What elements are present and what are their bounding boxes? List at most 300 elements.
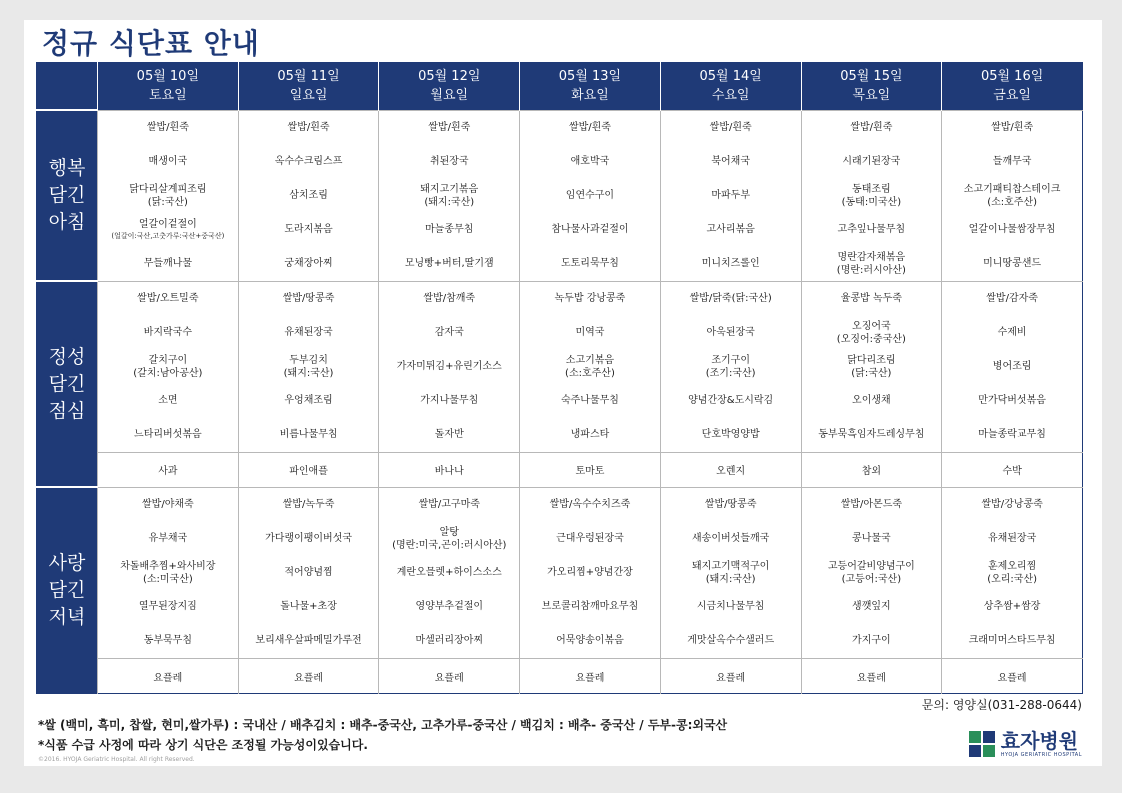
menu-item (520, 488, 660, 522)
menu-item (379, 282, 519, 316)
menu-item-name: 얼갈이나물쌈장무침 (968, 224, 1056, 235)
menu-item-name: 게맛살옥수수샐러드 (687, 635, 775, 647)
menu-item-name: 쌀밥/닭죽(닭:국산) (689, 293, 772, 305)
menu-item-name: 단호박영양밥 (701, 429, 760, 441)
menu-item (379, 488, 519, 522)
menu-item (98, 556, 238, 590)
menu-item (802, 213, 942, 247)
menu-item (942, 213, 1082, 247)
menu-item (942, 111, 1082, 145)
day-weekday: 금요일 (993, 88, 1031, 104)
menu-item (379, 213, 519, 247)
menu-item-name: 냉파스타 (570, 429, 610, 441)
menu-item-name: 보리새우살파메밀가루전 (255, 635, 362, 647)
menu-item-name: 쌀밥/고구마죽 (418, 499, 480, 511)
menu-item (802, 179, 942, 213)
menu-item-origin: (갈치:남아공산) (133, 367, 203, 379)
menu-item-name: 참나물사과겉절이 (551, 224, 629, 235)
menu-item-name: 취된장국 (429, 156, 469, 167)
menu-item-name: 병어조림 (992, 361, 1032, 373)
menu-item-name: 쌀밥/흰죽 (991, 122, 1034, 133)
menu-item (661, 522, 801, 556)
meal-extra-item: 요플레 (238, 659, 379, 694)
meal-extra-item: 요플레 (801, 659, 942, 694)
day-header (379, 63, 520, 111)
menu-item (520, 282, 660, 316)
menu-item-name: 율콩밥 녹두죽 (840, 293, 902, 305)
inquiry-contact: 문의: 영양실(031-288-0644) (921, 698, 1082, 712)
menu-item-name: 소고기볶음 (565, 354, 615, 366)
day-header-row (37, 63, 1083, 111)
menu-item (239, 111, 379, 145)
day-date: 05월 15일 (840, 69, 903, 85)
menu-item-name: 쌀밥/땅콩죽 (282, 293, 335, 305)
menu-item-name: 느타리버섯볶음 (134, 429, 202, 441)
menu-item-name: 고추잎나물무침 (837, 224, 906, 235)
menu-item-name: 미니치즈롤인 (701, 258, 760, 269)
menu-item-name: 돼지고기볶음 (420, 183, 479, 195)
menu-item (239, 247, 379, 281)
meal-extra-item: 요플레 (98, 659, 239, 694)
adjustment-note: *식품 수급 사정에 따라 상기 식단은 조정될 가능성이있습니다. (38, 738, 368, 752)
menu-item-name: 알탕 (439, 526, 459, 538)
menu-item (661, 590, 801, 624)
menu-item (520, 418, 660, 452)
meal-label (37, 110, 98, 281)
meal-extra-row (37, 452, 1083, 487)
day-header (942, 63, 1083, 111)
meal-extra-item: 오렌지 (660, 452, 801, 487)
meal-label (37, 487, 98, 693)
meal-label-line: 담긴 (48, 184, 86, 207)
menu-item (942, 282, 1082, 316)
day-weekday: 수요일 (711, 88, 750, 104)
menu-item (520, 590, 660, 624)
menu-item-origin: (오징어:중국산) (836, 333, 906, 345)
menu-item (98, 418, 238, 452)
menu-item (802, 556, 942, 590)
menu-item-origin: (돼지:국산) (424, 196, 475, 208)
menu-item-name: 훈제오리찜 (987, 560, 1037, 572)
menu-item (802, 488, 942, 522)
menu-item (520, 111, 660, 145)
meal-cell (379, 110, 520, 281)
menu-item-name: 새송이버섯들깨국 (692, 533, 770, 545)
menu-item-origin: (소:미국산) (142, 573, 193, 585)
menu-item (661, 282, 801, 316)
menu-item-origin: (고등어:국산) (841, 573, 902, 585)
meal-extra-item: 파인애플 (238, 452, 379, 487)
menu-item-name: 쌀밥/땅콩죽 (704, 499, 757, 511)
menu-item (661, 418, 801, 452)
menu-item-name: 우엉채조림 (284, 395, 333, 407)
menu-item-name: 녹두밥 강낭콩죽 (554, 293, 626, 305)
menu-item-name: 쌀밥/흰죽 (568, 122, 611, 133)
menu-item-name: 동부묵무침 (143, 635, 192, 647)
day-date: 05월 14일 (699, 69, 762, 85)
menu-item-name: 얼갈이겉절이 (138, 219, 197, 230)
meal-cell (238, 110, 379, 281)
menu-item-name: 상추쌈+쌈장 (983, 601, 1041, 613)
meal-cell (801, 281, 942, 452)
menu-item-name: 미니땅콩샌드 (983, 258, 1042, 269)
menu-item (98, 179, 238, 213)
menu-item-name: 양념간장&도시락김 (688, 395, 774, 407)
day-weekday: 월요일 (430, 88, 469, 104)
menu-item (802, 624, 942, 658)
page-title: 정규 식단표 안내 (42, 27, 260, 60)
menu-item-name: 바지락국수 (143, 327, 192, 339)
menu-item (379, 111, 519, 145)
menu-item (98, 145, 238, 179)
menu-item (661, 556, 801, 590)
meal-extra-row (37, 659, 1083, 694)
menu-item (661, 488, 801, 522)
menu-item (98, 350, 238, 384)
menu-item-name: 쌀밥/녹두죽 (282, 499, 335, 511)
day-weekday: 화요일 (571, 88, 609, 104)
menu-item (520, 247, 660, 281)
meal-cell (98, 487, 239, 658)
meal-label-line: 아침 (48, 211, 86, 234)
menu-item-name: 돼지고기맥적구이 (692, 560, 770, 572)
menu-item-name: 소고기패티찹스테이크 (963, 183, 1061, 195)
meal-cell (98, 110, 239, 281)
menu-item (661, 111, 801, 145)
menu-item (239, 384, 379, 418)
menu-item-name: 고사리볶음 (706, 224, 755, 235)
menu-item-origin: (닭:국산) (147, 196, 188, 208)
menu-item (520, 179, 660, 213)
menu-item (239, 590, 379, 624)
menu-item-name: 아욱된장국 (706, 327, 755, 339)
menu-item (379, 624, 519, 658)
day-date: 05월 11일 (277, 69, 340, 85)
meal-cell (520, 281, 661, 452)
copyright-text: ©2016. HYOJA Geriatric Hospital. All right Reserved. (38, 756, 195, 763)
meal-label-line: 점심 (48, 399, 86, 422)
menu-item-origin: (명란:미국,곤이:러시아산) (392, 539, 507, 551)
menu-item (520, 145, 660, 179)
meal-extra-item: 참외 (801, 452, 942, 487)
menu-item (520, 556, 660, 590)
menu-item-name: 브로콜리참깨마요무침 (541, 601, 639, 613)
meal-cell (942, 281, 1083, 452)
menu-item-name: 시래기된장국 (842, 156, 901, 167)
day-header (238, 63, 379, 111)
menu-item-name: 모닝빵+버터,딸기잼 (404, 258, 494, 269)
menu-item (942, 590, 1082, 624)
day-weekday: 일요일 (289, 88, 328, 104)
day-header (660, 63, 801, 111)
menu-item (379, 179, 519, 213)
menu-item-name: 마늘종락교무침 (978, 429, 1046, 441)
menu-item-name: 가지나물무침 (420, 395, 479, 407)
meal-label (37, 281, 98, 487)
menu-item (379, 556, 519, 590)
menu-item-name: 쌀밥/야채죽 (142, 499, 194, 511)
menu-item-name: 무들깨나물 (143, 258, 192, 269)
menu-item-name: 쌀밥/오트밀죽 (137, 293, 199, 305)
menu-item-name: 콩나물국 (852, 533, 891, 545)
menu-item-name: 가오리찜+양념간장 (547, 567, 633, 579)
day-date: 05월 16일 (980, 69, 1044, 85)
menu-item (98, 384, 238, 418)
menu-item-name: 닭다리살계피조림 (129, 183, 207, 195)
menu-item (802, 350, 942, 384)
menu-item-name: 고등어갈비양념구이 (827, 560, 915, 572)
meal-label-line: 저녁 (48, 606, 86, 629)
meal-extra-item: 바나나 (379, 452, 520, 487)
menu-item-origin: (오리:국산) (987, 573, 1038, 585)
menu-item-name: 수제비 (997, 327, 1027, 339)
menu-item (379, 590, 519, 624)
menu-item-name: 닭다리조림 (847, 354, 896, 366)
menu-item-name: 마파두부 (711, 190, 750, 201)
menu-item-name: 삼치조림 (289, 190, 328, 201)
menu-item-name: 쌀밥/흰죽 (146, 122, 189, 133)
menu-item-name: 들깨무국 (992, 156, 1032, 167)
menu-item (520, 522, 660, 556)
menu-item-name: 열무된장지짐 (138, 601, 197, 613)
menu-item (802, 418, 942, 452)
menu-item (661, 350, 801, 384)
menu-item-name: 쌀밥/흰죽 (287, 122, 330, 133)
menu-item-name: 영양부추겉절이 (415, 601, 484, 613)
meal-cell (942, 110, 1083, 281)
menu-item (239, 282, 379, 316)
menu-item-name: 쌀밥/흰죽 (709, 122, 752, 133)
menu-item-name: 두부김치 (289, 354, 328, 366)
menu-item-name: 소면 (158, 395, 178, 407)
menu-item-name: 쌀밥/감자죽 (986, 293, 1038, 305)
menu-item (379, 418, 519, 452)
menu-item (942, 316, 1082, 350)
menu-item-name: 크래미머스타드무침 (968, 635, 1056, 647)
menu-item (661, 145, 801, 179)
meal-label-line: 사랑 (48, 552, 86, 575)
menu-item (942, 247, 1082, 281)
menu-item-origin: (동태:미국산) (841, 196, 902, 208)
menu-item-name: 쌀밥/흰죽 (428, 122, 471, 133)
menu-item-name: 도라지볶음 (284, 224, 333, 235)
menu-item (98, 624, 238, 658)
menu-item (661, 213, 801, 247)
origin-note: *쌀 (백미, 흑미, 찹쌀, 현미,쌀가루) : 국내산 / 배추김치 : 배추-중국산, 고추가루-중국산 / 백김치 : 배추- 중국산 / 두부-콩:외국산 (38, 718, 728, 732)
day-date: 05월 12일 (418, 69, 481, 85)
menu-item (239, 179, 379, 213)
menu-item (942, 556, 1082, 590)
menu-item (802, 247, 942, 281)
meal-cell (660, 487, 801, 658)
menu-item-name: 임연수구이 (565, 190, 615, 201)
menu-item-name: 동태조림 (852, 183, 891, 195)
meal-cell (379, 281, 520, 452)
day-header (98, 63, 239, 111)
menu-item-origin: (얼갈이:국산,고춧가루:국산+중국산) (111, 232, 225, 240)
menu-item (239, 624, 379, 658)
menu-item-origin: (닭:국산) (851, 367, 892, 379)
menu-item (98, 316, 238, 350)
menu-item-name: 북어채국 (711, 156, 750, 167)
menu-item (379, 247, 519, 281)
hospital-name: 효자병원 (1000, 729, 1079, 753)
day-weekday: 목요일 (852, 88, 891, 104)
menu-item (661, 179, 801, 213)
menu-item-name: 적어양념찜 (284, 567, 333, 579)
menu-item (239, 145, 379, 179)
menu-item (239, 488, 379, 522)
menu-item-name: 비름나물무침 (279, 429, 338, 441)
menu-item-name: 명란감자채볶음 (837, 251, 906, 263)
menu-item (239, 316, 379, 350)
meal-cell (379, 487, 520, 658)
meal-row (37, 110, 1083, 281)
menu-item-name: 애호박국 (570, 156, 610, 167)
menu-item (942, 384, 1082, 418)
menu-item-name: 유부채국 (148, 533, 188, 545)
menu-sheet (24, 20, 1102, 766)
menu-item (802, 384, 942, 418)
menu-item-name: 매생이국 (148, 156, 188, 167)
menu-item-name: 쌀밥/아몬드죽 (840, 499, 903, 511)
hospital-name-english: HYOJA GERIATRIC HOSPITAL (1000, 752, 1082, 758)
meal-cell (238, 281, 379, 452)
menu-item-origin: (소:호주산) (565, 367, 615, 379)
menu-item-name: 유채된장국 (284, 327, 333, 339)
meal-label-line: 담긴 (48, 579, 86, 602)
header-corner (37, 63, 98, 111)
meal-extra-item: 사과 (98, 452, 239, 487)
menu-item-name: 마셀러리장아찌 (415, 635, 484, 647)
menu-item (942, 145, 1082, 179)
meal-row (37, 487, 1083, 658)
day-weekday: 토요일 (149, 88, 187, 104)
menu-item-origin: (돼지:국산) (283, 367, 334, 379)
menu-item (98, 522, 238, 556)
day-date: 05월 10일 (136, 69, 200, 85)
menu-item-name: 조기구이 (711, 354, 750, 366)
menu-item (520, 316, 660, 350)
menu-item (661, 316, 801, 350)
meal-label-line: 행복 (48, 157, 86, 180)
menu-item (239, 418, 379, 452)
menu-item (98, 247, 238, 281)
meal-cell (801, 487, 942, 658)
meal-cell (660, 110, 801, 281)
menu-item (802, 316, 942, 350)
menu-item (661, 384, 801, 418)
menu-item-name: 오이생채 (852, 395, 891, 407)
menu-item (661, 247, 801, 281)
menu-item (379, 350, 519, 384)
menu-item (379, 384, 519, 418)
meal-cell (98, 281, 239, 452)
menu-item-name: 계란오믈렛+하이스소스 (396, 567, 502, 579)
meal-cell (238, 487, 379, 658)
menu-item-name: 미역국 (575, 327, 605, 339)
meal-cell (520, 487, 661, 658)
menu-item-name: 궁채장아찌 (284, 258, 333, 269)
menu-item-name: 생깻잎지 (852, 601, 891, 613)
menu-item (239, 522, 379, 556)
menu-item-name: 마늘종무침 (425, 224, 474, 235)
menu-item-name: 숙주나물무침 (560, 395, 619, 407)
menu-item-name: 쌀밥/옥수수치즈죽 (549, 499, 631, 511)
menu-item (802, 111, 942, 145)
menu-item (98, 111, 238, 145)
meal-cell (520, 110, 661, 281)
day-header (520, 63, 661, 111)
menu-item (520, 350, 660, 384)
menu-item (942, 522, 1082, 556)
hospital-logo-icon (969, 731, 995, 757)
menu-item-name: 가다랭이팽이버섯국 (265, 533, 353, 545)
menu-item-name: 도토리묵무침 (560, 258, 619, 269)
day-header (801, 63, 942, 111)
menu-item (520, 384, 660, 418)
menu-item (379, 522, 519, 556)
menu-item (942, 488, 1082, 522)
menu-item (98, 590, 238, 624)
meal-table (36, 62, 1083, 694)
meal-label-line: 담긴 (48, 372, 86, 395)
menu-item-origin: (소:호주산) (987, 196, 1038, 208)
menu-item-name: 옥수수크림스프 (274, 156, 343, 167)
menu-item-name: 동부묵흑임자드레싱무침 (818, 429, 925, 441)
menu-item (802, 145, 942, 179)
menu-item (802, 522, 942, 556)
menu-item-name: 유채된장국 (987, 533, 1037, 545)
menu-item (379, 316, 519, 350)
menu-item (942, 179, 1082, 213)
menu-item (520, 624, 660, 658)
menu-item (942, 418, 1082, 452)
menu-item (98, 213, 238, 247)
menu-item (942, 350, 1082, 384)
menu-item-name: 감자국 (434, 327, 464, 339)
menu-item-name: 오징어국 (852, 320, 891, 332)
menu-item-name: 가자미튀김+유린기소스 (396, 361, 502, 373)
menu-item (239, 350, 379, 384)
menu-item-name: 갈치구이 (148, 354, 188, 366)
meal-cell (801, 110, 942, 281)
menu-item (520, 213, 660, 247)
menu-item (802, 590, 942, 624)
menu-item-origin: (조기:국산) (705, 367, 756, 379)
menu-item-name: 근대우렁된장국 (556, 533, 624, 545)
menu-item-name: 돌나물+초장 (280, 601, 337, 613)
menu-item (379, 145, 519, 179)
menu-item (802, 282, 942, 316)
meal-extra-item: 요플레 (520, 659, 661, 694)
menu-item (239, 213, 379, 247)
hospital-logo (969, 730, 1082, 758)
meal-extra-item: 요플레 (942, 659, 1083, 694)
meal-cell (660, 281, 801, 452)
meal-cell (942, 487, 1083, 658)
meal-extra-item: 수박 (942, 452, 1083, 487)
menu-item-name: 쌀밥/강낭콩죽 (981, 499, 1043, 511)
meal-extra-item: 요플레 (660, 659, 801, 694)
meal-row (37, 281, 1083, 452)
menu-item-name: 돌자반 (434, 429, 464, 441)
meal-label-line: 정성 (48, 345, 86, 368)
menu-item (98, 488, 238, 522)
menu-item-name: 어묵양송이볶음 (556, 635, 624, 647)
menu-item-origin: (돼지:국산) (705, 573, 756, 585)
menu-item-name: 시금치나물무침 (696, 601, 765, 613)
